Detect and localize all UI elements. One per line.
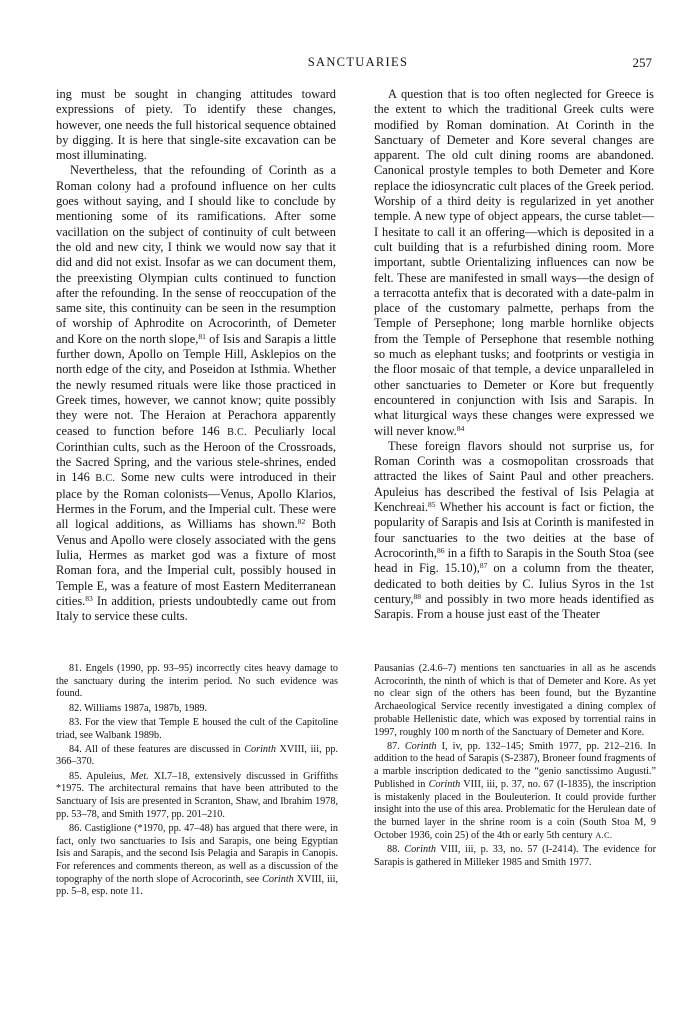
text-run: XVIII, iii, pp. 366–370. bbox=[56, 743, 338, 768]
italic-title: Corinth bbox=[244, 743, 276, 755]
running-head: SANCTUARIES bbox=[307, 55, 409, 69]
footnote bbox=[56, 663, 338, 701]
text-run: Whether his account is fact or fiction, the popularity of Sarapis and Isis at Corinth is manifested in four sanctuaries to the two deities at the base of Acrocorinth, bbox=[374, 500, 654, 560]
text-run: I, iv, pp. 132–145; Smith 1977, pp. 212–216. In addition to the head of Sarapis (S-2387), Broneer found fragments of a marble inscription dedicated to the “genio sanctissimo Augusti.” Published in bbox=[374, 740, 656, 790]
text-run: 86. Castiglione (*1970, pp. 47–48) has argued that there were, in fact, only two sanctuaries to Isis and Sarapis, one being Egyptian Isis and Sarapis, and the second Isis Pelagia and Sarapis in Canopis. For references and comments thereon, as well as a discussion of the topography of the north slope of Acrocorinth, see bbox=[56, 822, 338, 885]
body-column-left bbox=[56, 87, 336, 624]
footnote bbox=[56, 823, 338, 899]
text-run: 85. Apuleius, bbox=[69, 770, 131, 782]
text-run: 88. bbox=[387, 843, 405, 855]
page-number: 257 bbox=[632, 55, 652, 70]
text-run: VIII, iii, p. 37, no. 67 (I-1835), the inscription is mistakenly placed in the Bouleuterion. It could provide further insight into the use of this area. Problematic for the Herulean date of the burned layer in the shrine room is a coin (South Stoa M, 9 October 1936, coin 25) of the 4th or early 5th century bbox=[374, 778, 656, 841]
text-run: VIII, iii, p. 33, no. 57 (I-2414). The evidence for Sarapis is gathered in Milleker 1985 and Smith 1977. bbox=[374, 843, 656, 868]
footnote-ref: 85 bbox=[428, 500, 436, 510]
page-header bbox=[60, 55, 656, 77]
footnote bbox=[56, 703, 338, 716]
footnote bbox=[374, 741, 656, 843]
footnote bbox=[56, 771, 338, 822]
text-run: 81. Engels (1990, pp. 93–95) incorrectly cites heavy damage to the sanctuary during the interim period. No such evidence was found. bbox=[56, 663, 338, 700]
text-run: on a column from the theater, dedicated to both deities by C. Iulius Syros in the 1st century, bbox=[374, 561, 654, 606]
italic-title: Met. bbox=[130, 770, 149, 782]
footnote-ref: 84 bbox=[456, 423, 465, 433]
paragraph bbox=[374, 439, 654, 623]
small-caps-era: A.C. bbox=[595, 830, 613, 840]
paragraph bbox=[374, 87, 654, 439]
text-run: XI.7–18, extensively discussed in Griffiths *1975. The architectural remains that have been attributed to the Sanctuary of Isis are presented in Scranton, Shaw, and Ibrahim 1978, pp. 53–78, and Smith 1977, pp. 201–210. bbox=[56, 770, 338, 820]
small-caps-era: B.C. bbox=[227, 426, 247, 438]
footnote-ref: 83 bbox=[85, 593, 93, 603]
text-run: ing must be sought in changing attitudes toward expressions of piety. To identify these changes, however, one needs the full historical sequence obtained by digging. It is here that single-site excavation can be most illuminating. bbox=[56, 87, 336, 163]
footnote bbox=[56, 717, 338, 742]
text-run: 87. bbox=[387, 740, 405, 752]
footnote-ref: 87 bbox=[479, 561, 488, 571]
text-run: A question that is too often neglected for Greece is the extent to which the traditional Greek cults were modified by Roman domination. At Corinth in the Sanctuary of Demeter and Kore several changes are apparent. The old cult dining rooms are abandoned. Canonical prostyle temples to both Demeter and Kore replace the idiosyncratic cult places of the Greek period. Worship of a third deity is regularized in yet another temple. A new type of object appears, the curse tablet—I hesitate to call it an offering—which is deposited in a cult building that is a refurbished dining room. More important, subtle Orientalizing influences can now be felt. These are manifested in small ways—the design of a terracotta antefix that is decorated with a date-palm in place of the customary palmette, perhaps from the Temple of Persephone; long marble hornlike objects from the Temple of Persephone that resemble nothing so much as elephant tusks; and footprints or vestigia in the floor mosaic of that temple, a device unparalleled in other sanctuaries to Demeter or Kore but frequently encountered in conjunction with Isis and Sarapis. In what liturgical ways these changes were expressed we will never know. bbox=[374, 87, 654, 438]
paragraph bbox=[56, 163, 336, 624]
text-run: These foreign flavors should not surprise us, for Roman Corinth was a cosmopolitan crossroads that attracted the likes of Saint Paul and other preachers. Apuleius has described the festival of Isis Pelagia at Kenchreai. bbox=[374, 438, 654, 515]
footnote-ref: 88 bbox=[413, 591, 421, 601]
italic-title: Corinth bbox=[262, 873, 294, 885]
footnote-ref: 82 bbox=[297, 517, 306, 527]
text-run: XVIII, iii, pp. 5–8, esp. note 11. bbox=[56, 873, 338, 898]
italic-title: Corinth bbox=[404, 843, 436, 855]
text-run: 84. All of these features are discussed in bbox=[69, 743, 245, 755]
text-run: Some new cults were introduced in their place by the Roman colonists—Venus, Apollo Klarios, Hermes in the Forum, and the Imperial cult. These were all logical additions, as Williams has shown. bbox=[56, 470, 337, 532]
footnote-ref: 86 bbox=[436, 545, 445, 555]
footnotes-right bbox=[374, 663, 656, 871]
footnote bbox=[374, 844, 656, 869]
text-run: of Isis and Sarapis a little further down, Apollo on Temple Hill, Asklepios on the north edge of the city, and Poseidon at Isthmia. Whether the newly resumed rituals were like those practiced in Greek times, however, we cannot know; quite possibly they were not. The Heraion at Perachora apparently ceased to function before 146 bbox=[56, 331, 336, 438]
small-caps-era: B.C. bbox=[95, 473, 116, 485]
text-run: 82. Williams 1987a, 1987b, 1989. bbox=[69, 702, 208, 714]
footnote-ref: 81 bbox=[198, 331, 206, 341]
text-run: Peculiarly local Corinthian cults, such as the Heroon of the Crossroads, the Sacred Spring, and the various stele-shrines, ended in 146 bbox=[56, 423, 336, 485]
footnote bbox=[374, 663, 656, 739]
italic-title: Corinth bbox=[404, 740, 437, 752]
text-run: Pausanias (2.4.6–7) mentions ten sanctuaries in all as he ascends Acrocorinth, the ninth of which is that of Demeter and Kore. As yet no clear sign of the others has been found, but the Byzantine Archaeological Service recently investigated a dining complex of probable Hellenistic date, which was exposed by torrential rains in 1997, roughly 100 m north of the Sanctuary of Demeter and Kore. bbox=[374, 663, 656, 738]
text-run: 83. For the view that Temple E housed the cult of the Capitoline triad, see Walbank 1989b. bbox=[56, 716, 338, 741]
text-run: in a fifth to Sarapis in the South Stoa (see head in Fig. 15.10), bbox=[374, 545, 654, 576]
text-run: Both Venus and Apollo were closely associated with the gens Iulia, Hermes as market god was a fixture of most Roman fora, and the Imperial cult, possibly housed in Temple E, was a feature of most Eastern Mediterranean cities. bbox=[56, 517, 336, 608]
italic-title: Corinth bbox=[428, 778, 461, 790]
footnotes-left bbox=[56, 663, 338, 901]
text-run: and possibly in two more heads identified as Sarapis. From a house just east of the Theater bbox=[374, 591, 654, 622]
body-column-right bbox=[374, 87, 654, 622]
text-run: In addition, priests undoubtedly came out from Italy to service these cults. bbox=[56, 593, 336, 624]
paragraph bbox=[56, 87, 336, 163]
footnote bbox=[56, 744, 338, 769]
text-run: Nevertheless, that the refounding of Corinth as a Roman colony had a profound influence on her cults goes without saying, and I should like to conclude by mentioning some of its ramifications. After some vacillation on the subject of continuity of cult between the old and new city, I think we would now say that it did and did not exist. Insofar as we can document them, the preexisting Olympian cults continued to function after the refounding. In the sense of reoccupation of the same site, this continuity can be seen in the resumption of worship of Aphrodite on Acrocorinth, of Demeter and Kore on the north slope, bbox=[56, 163, 336, 346]
